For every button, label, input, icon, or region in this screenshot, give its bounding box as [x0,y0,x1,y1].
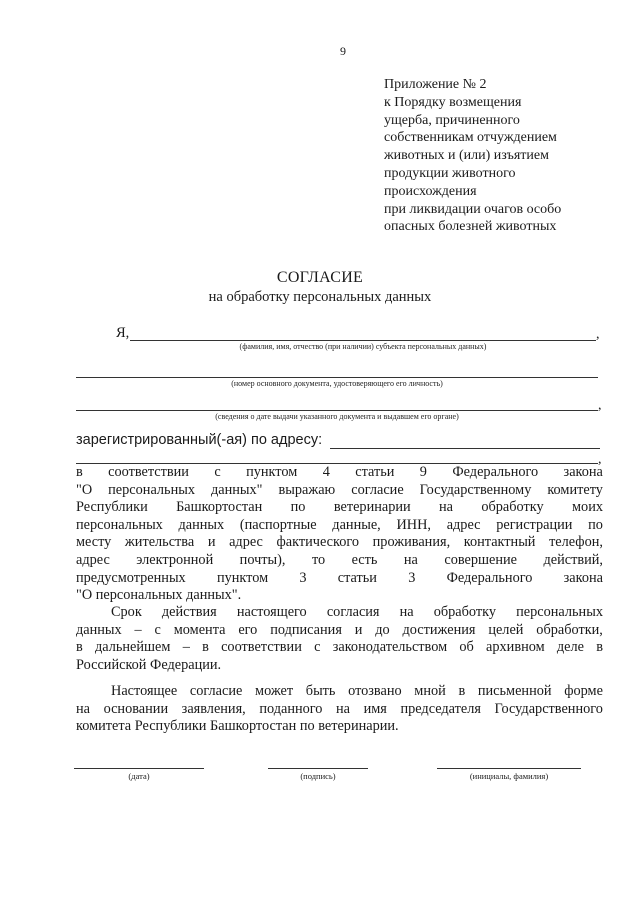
word: основании [103,700,169,717]
word: 9 [419,464,427,480]
word: контактный [463,534,536,551]
text-line [76,587,603,605]
word: по [588,516,603,533]
word: деле [556,639,584,656]
word: предусмотренных [76,569,186,586]
consent-paragraph [76,464,603,605]
word: данных [178,516,225,533]
word: совершение [444,551,518,568]
text-line [76,657,603,675]
appendix-line: Приложение № 2 [384,77,487,92]
word: до [375,621,390,638]
word: "О [76,481,93,498]
word: закона [563,569,603,586]
word: статьи [355,464,395,480]
word: действий, [543,551,603,568]
word: пунктом [246,464,298,480]
word: форме [564,683,603,699]
word: согласия [326,604,380,620]
document-number-field[interactable] [76,377,598,378]
word: данные, [332,516,381,533]
text-line [76,517,603,535]
word: комитета Республики Башкортостан по ветеринарии. [76,718,399,735]
word: Настоящее [111,683,178,699]
word: с [214,464,221,480]
word: Российской Федерации. [76,656,222,673]
text-line [76,464,603,482]
word: быть [305,683,336,699]
text-line [76,639,603,657]
text-line [76,683,603,701]
word: целей [488,621,524,638]
word: с [154,621,161,638]
word: закона [563,464,603,480]
word: поданного [259,700,323,717]
word: Государственного [494,700,603,717]
word: пунктом [216,569,269,586]
ya-label: Я, [116,325,130,341]
word: есть [351,551,378,568]
validity-paragraph [76,604,603,674]
word: мной [414,683,446,699]
word: 3 [408,569,416,586]
word: ветеринарии [333,499,411,516]
registered-address-label: зарегистрированный(-ая) по адресу: [76,432,323,448]
word: обработки, [536,621,603,638]
word: 3 [299,569,307,586]
word: данных [76,621,122,638]
word: Федерального [452,464,539,480]
word: действия [161,604,217,620]
full-name-field[interactable] [130,340,596,341]
word: момента [173,621,226,638]
word: его [238,621,258,638]
initials-caption: (инициалы, фамилия) [469,771,549,781]
text-line [76,482,603,500]
word: в [76,639,83,656]
word: данных" [210,481,263,498]
word: на [403,551,418,568]
page-number: 9 [340,44,346,58]
word: комитету [547,481,603,498]
full-name-hint: (фамилия, имя, отчество (при наличии) субъекта персональных данных) [239,342,487,351]
text-line [76,499,603,517]
word: (паспортные [239,516,317,533]
word: имя [363,700,387,717]
word: то [311,551,326,568]
word: на [336,700,351,717]
word: электронной [136,551,214,568]
text-line [76,552,603,570]
word: об [459,639,474,656]
word: моих [572,499,603,516]
word: персональных [108,481,195,498]
text-line [76,701,603,719]
word: персональных [516,604,603,620]
word: месту [76,534,112,551]
appendix-line: ущерба, причиненного [384,112,520,128]
word: архивном [486,639,545,656]
revocation-paragraph [76,683,603,736]
word: законодательством [332,639,448,656]
word: адрес [229,534,263,551]
text-line [76,604,603,622]
appendix-header [384,76,624,236]
word: обработку [481,499,544,516]
word: на [399,604,414,620]
word: телефон, [549,534,603,551]
comma: , [598,398,602,413]
appendix-line: происхождения [384,183,477,199]
document-subtitle: на обработку персональных данных [208,289,432,305]
initials-field[interactable] [437,768,581,769]
word: в [202,639,209,656]
word: заявления, [181,700,246,717]
signature-field[interactable] [268,768,368,769]
appendix-line: собственникам отчуждением [384,130,557,146]
word: проживания, [372,534,451,551]
word: согласие [189,683,243,699]
date-field[interactable] [74,768,204,769]
document-issue-hint: (сведения о дате выдачи указанного документа и выдавшем его органе) [215,412,459,421]
word: – [182,639,190,656]
document-title: СОГЛАСИЕ [276,269,364,286]
appendix-line: к Порядку возмещения [384,94,522,110]
word: – [134,621,142,638]
comma: , [596,327,600,342]
word: Срок [111,604,142,620]
word: Республики [76,499,148,516]
word: обработку [433,604,497,620]
word: подписания [270,621,342,638]
word: почты), [239,551,286,568]
word: 4 [322,464,330,480]
word: жительства [124,534,195,551]
text-line [76,718,603,736]
word: может [255,683,294,699]
word: с [314,639,321,656]
word: настоящего [236,604,307,620]
word: Башкортостан [176,499,263,516]
word: адрес [446,516,481,533]
word: ИНН, [396,516,431,533]
word: письменной [477,683,552,699]
word: соответствии [108,464,189,480]
appendix-line: животных и (или) изъятием [384,148,549,164]
word: согласие [351,481,404,498]
document-number-hint: (номер основного документа, удостоверяющего его личность) [231,379,443,388]
comma: , [598,452,602,467]
word: соответствии [221,639,302,656]
address-field[interactable] [330,448,600,449]
word: достижения [402,621,476,638]
word: статьи [337,569,377,586]
appendix-line: опасных болезней животных [384,219,557,235]
word: в [76,464,83,480]
signature-caption: (подпись) [300,771,336,781]
word: персональных [76,516,163,533]
word: в [458,683,466,699]
appendix-line: при ликвидации очагов особо [384,201,562,217]
word: Федерального [446,569,533,586]
word: в [596,639,603,656]
text-line [76,534,603,552]
word: и [207,534,216,551]
word: выражаю [278,481,336,498]
word: Государственному [419,481,532,498]
text-line [76,622,603,640]
word: на [76,700,90,717]
word: на [439,499,454,516]
word: адрес [76,551,110,568]
document-issue-field[interactable] [76,410,598,411]
word: дальнейшем [95,639,171,656]
word: отозвано [348,683,402,699]
word: регистрации [496,516,573,533]
word: и [354,621,363,638]
word: "О персональных данных". [76,587,242,604]
word: фактического [276,534,360,551]
word: по [290,499,306,516]
word: председателя [400,700,481,717]
appendix-line: продукции животного [384,165,516,181]
date-caption: (дата) [128,771,150,781]
text-line [76,570,603,588]
